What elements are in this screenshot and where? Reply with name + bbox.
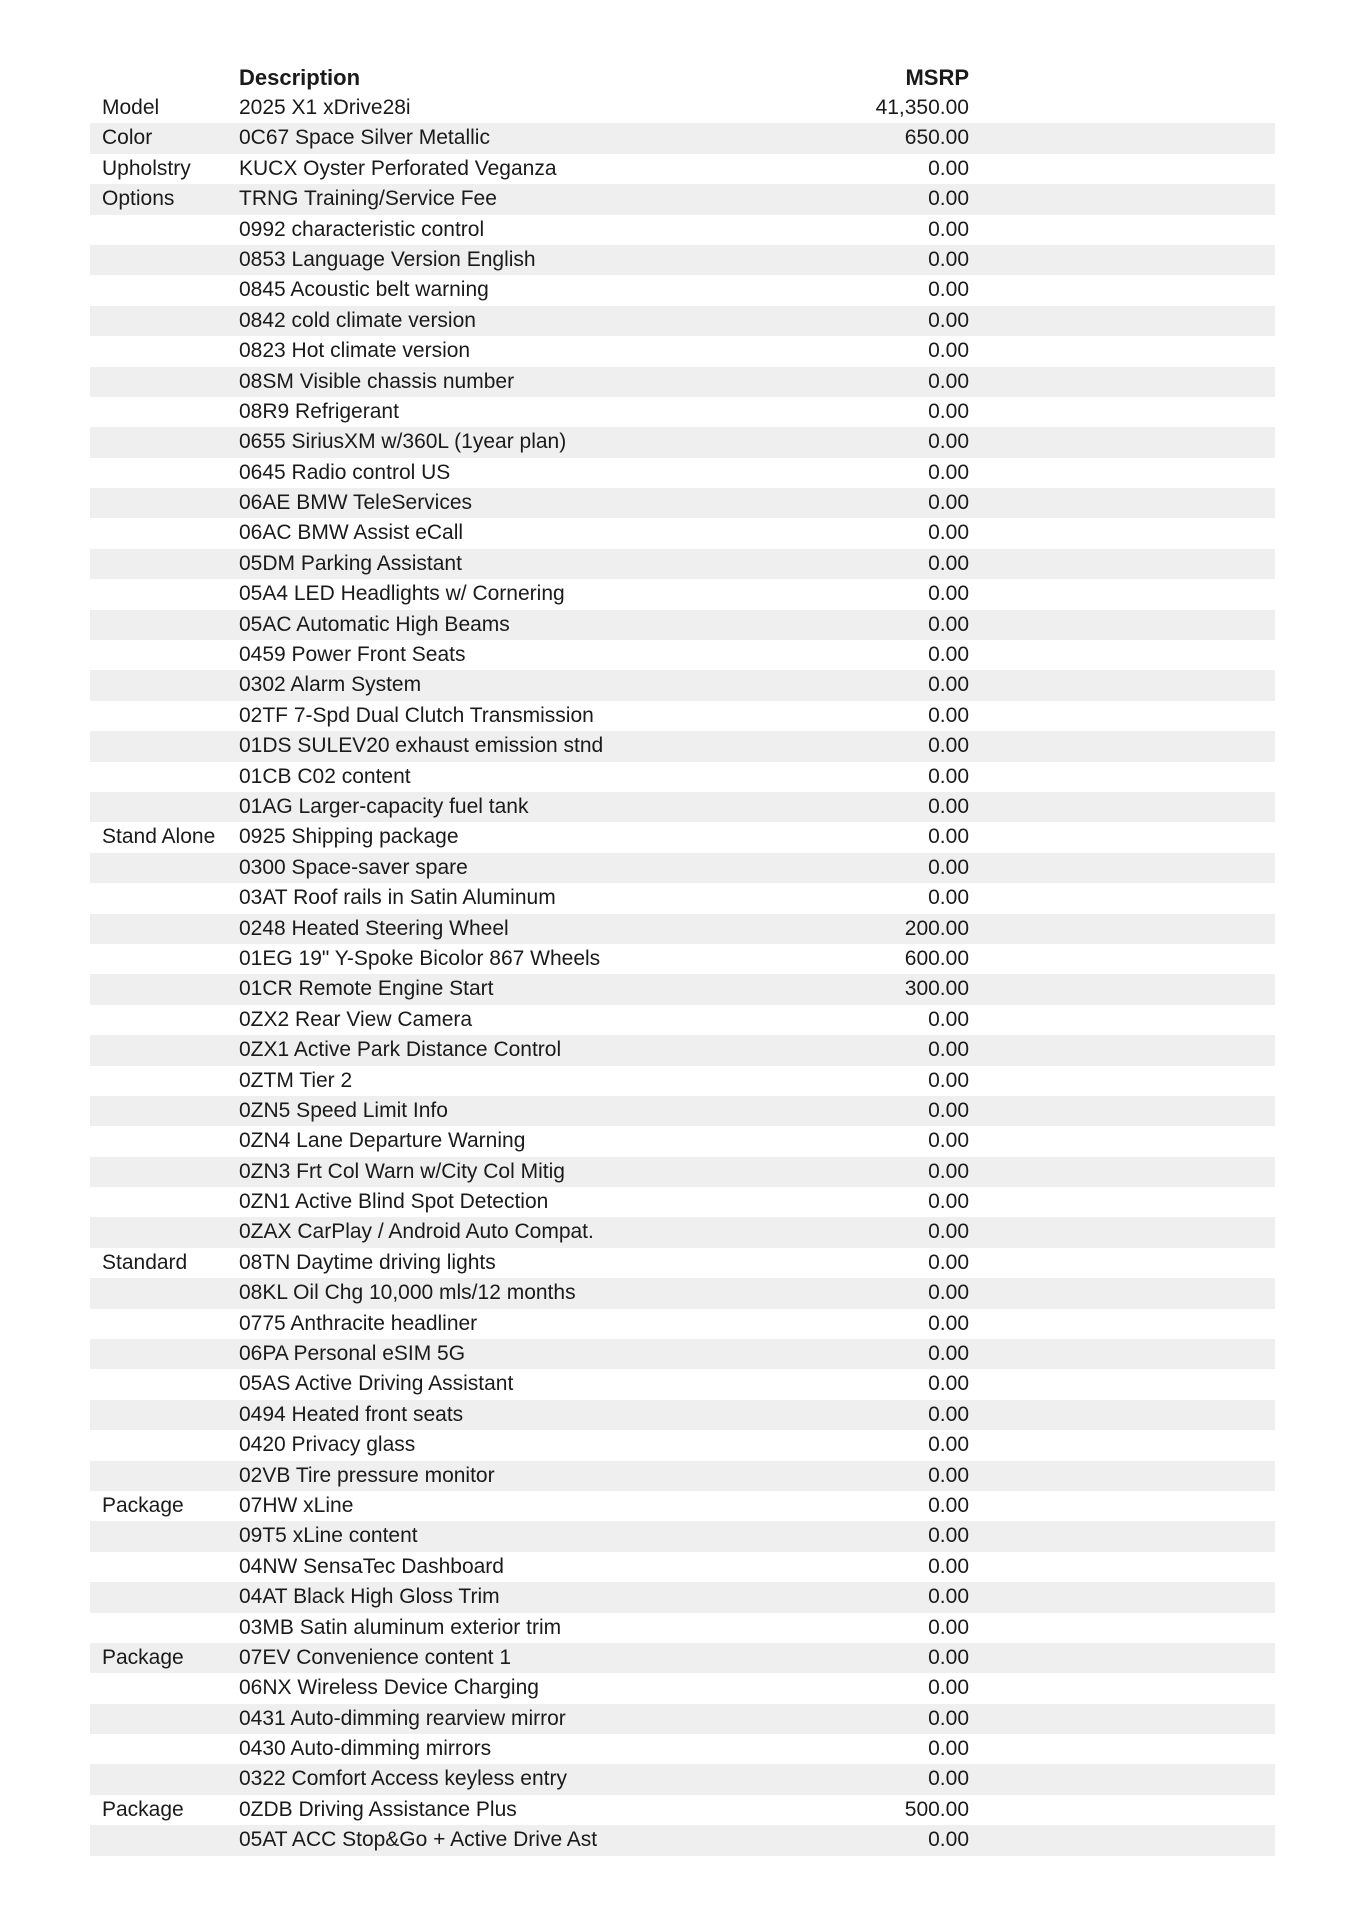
table-row bbox=[90, 1217, 1275, 1247]
table-row bbox=[90, 1309, 1275, 1339]
row-msrp: 650.00 bbox=[904, 126, 969, 150]
row-msrp: 0.00 bbox=[928, 612, 969, 636]
row-description: 0655 SiriusXM w/360L (1year plan) bbox=[239, 430, 567, 454]
row-category: Package bbox=[102, 1645, 184, 1669]
table-row bbox=[90, 1278, 1275, 1308]
table-row bbox=[90, 1613, 1275, 1643]
table-row bbox=[90, 427, 1275, 457]
row-msrp: 0.00 bbox=[928, 673, 969, 697]
row-msrp: 0.00 bbox=[928, 1007, 969, 1031]
row-description: 0ZN1 Active Blind Spot Detection bbox=[239, 1190, 549, 1214]
row-msrp: 0.00 bbox=[928, 1342, 969, 1366]
row-description: 0842 cold climate version bbox=[239, 308, 476, 332]
row-description: 01DS SULEV20 exhaust emission stnd bbox=[239, 734, 604, 758]
row-msrp: 0.00 bbox=[928, 460, 969, 484]
row-description: 0ZDB Driving Assistance Plus bbox=[239, 1797, 517, 1821]
table-row bbox=[90, 1582, 1275, 1612]
row-msrp: 0.00 bbox=[928, 1433, 969, 1457]
row-description: 0494 Heated front seats bbox=[239, 1402, 464, 1426]
table-row bbox=[90, 215, 1275, 245]
row-description: 0ZN3 Frt Col Warn w/City Col Mitig bbox=[239, 1159, 565, 1183]
row-description: 0ZX1 Active Park Distance Control bbox=[239, 1038, 562, 1062]
table-row bbox=[90, 914, 1275, 944]
row-description: 01EG 19" Y-Spoke Bicolor 867 Wheels bbox=[239, 946, 601, 970]
row-msrp: 0.00 bbox=[928, 1068, 969, 1092]
row-msrp: 0.00 bbox=[928, 1767, 969, 1791]
row-msrp: 0.00 bbox=[928, 1038, 969, 1062]
row-msrp: 0.00 bbox=[928, 1129, 969, 1153]
table-row bbox=[90, 883, 1275, 913]
row-msrp: 0.00 bbox=[928, 703, 969, 727]
row-msrp: 0.00 bbox=[928, 339, 969, 363]
table-row bbox=[90, 1643, 1275, 1673]
row-msrp: 0.00 bbox=[928, 187, 969, 211]
table-row bbox=[90, 1521, 1275, 1551]
row-msrp: 0.00 bbox=[928, 1372, 969, 1396]
row-category: Upholstry bbox=[102, 156, 191, 180]
table-row bbox=[90, 275, 1275, 305]
row-msrp: 0.00 bbox=[928, 794, 969, 818]
table-row bbox=[90, 184, 1275, 214]
row-description: 0C67 Space Silver Metallic bbox=[239, 126, 490, 150]
row-msrp: 0.00 bbox=[928, 1524, 969, 1548]
row-msrp: 0.00 bbox=[928, 1220, 969, 1244]
row-description: 03MB Satin aluminum exterior trim bbox=[239, 1615, 562, 1639]
table-row bbox=[90, 670, 1275, 700]
row-description: KUCX Oyster Perforated Veganza bbox=[239, 156, 557, 180]
row-category: Standard bbox=[102, 1250, 188, 1274]
row-description: 05AS Active Driving Assistant bbox=[239, 1372, 514, 1396]
table-row bbox=[90, 1704, 1275, 1734]
table-row bbox=[90, 518, 1275, 548]
table-row bbox=[90, 579, 1275, 609]
row-description: 04NW SensaTec Dashboard bbox=[239, 1554, 504, 1578]
table-row bbox=[90, 1400, 1275, 1430]
row-msrp: 0.00 bbox=[928, 430, 969, 454]
row-msrp: 0.00 bbox=[928, 1493, 969, 1517]
row-description: 01AG Larger-capacity fuel tank bbox=[239, 794, 529, 818]
row-msrp: 0.00 bbox=[928, 247, 969, 271]
row-description: TRNG Training/Service Fee bbox=[239, 187, 497, 211]
row-category: Package bbox=[102, 1493, 184, 1517]
row-msrp: 0.00 bbox=[928, 1645, 969, 1669]
table-row bbox=[90, 1734, 1275, 1764]
table-row bbox=[90, 701, 1275, 731]
table-row bbox=[90, 1157, 1275, 1187]
table-row bbox=[90, 1126, 1275, 1156]
row-msrp: 0.00 bbox=[928, 1098, 969, 1122]
row-description: 02TF 7-Spd Dual Clutch Transmission bbox=[239, 703, 594, 727]
row-msrp: 0.00 bbox=[928, 1463, 969, 1487]
table-row bbox=[90, 1187, 1275, 1217]
row-msrp: 0.00 bbox=[928, 521, 969, 545]
row-msrp: 0.00 bbox=[928, 1281, 969, 1305]
table-row bbox=[90, 1461, 1275, 1491]
row-description: 08R9 Refrigerant bbox=[239, 399, 399, 423]
row-description: 0248 Heated Steering Wheel bbox=[239, 916, 509, 940]
row-msrp: 600.00 bbox=[904, 946, 969, 970]
row-description: 08KL Oil Chg 10,000 mls/12 months bbox=[239, 1281, 576, 1305]
row-msrp: 0.00 bbox=[928, 217, 969, 241]
table-row bbox=[90, 1552, 1275, 1582]
row-description: 07EV Convenience content 1 bbox=[239, 1645, 512, 1669]
row-description: 03AT Roof rails in Satin Aluminum bbox=[239, 886, 556, 910]
row-category: Options bbox=[102, 187, 175, 211]
table-row bbox=[90, 123, 1275, 153]
row-msrp: 0.00 bbox=[928, 491, 969, 515]
row-description: 0845 Acoustic belt warning bbox=[239, 278, 489, 302]
row-description: 0420 Privacy glass bbox=[239, 1433, 416, 1457]
table-header bbox=[90, 64, 1275, 92]
row-description: 05AT ACC Stop&Go + Active Drive Ast bbox=[239, 1828, 598, 1852]
table-row bbox=[90, 1248, 1275, 1278]
table-row bbox=[90, 397, 1275, 427]
table-row bbox=[90, 549, 1275, 579]
row-description: 0302 Alarm System bbox=[239, 673, 422, 697]
row-msrp: 500.00 bbox=[904, 1797, 969, 1821]
row-description: 0300 Space-saver spare bbox=[239, 855, 468, 879]
table-row bbox=[90, 336, 1275, 366]
row-msrp: 300.00 bbox=[904, 977, 969, 1001]
row-category: Color bbox=[102, 126, 153, 150]
row-msrp: 0.00 bbox=[928, 734, 969, 758]
row-description: 0853 Language Version English bbox=[239, 247, 536, 271]
row-msrp: 0.00 bbox=[928, 308, 969, 332]
row-category: Stand Alone bbox=[102, 825, 216, 849]
row-description: 06NX Wireless Device Charging bbox=[239, 1676, 539, 1700]
row-msrp: 0.00 bbox=[928, 764, 969, 788]
table-row bbox=[90, 1491, 1275, 1521]
row-description: 01CR Remote Engine Start bbox=[239, 977, 494, 1001]
table-row bbox=[90, 245, 1275, 275]
table-row bbox=[90, 1795, 1275, 1825]
table-row bbox=[90, 1825, 1275, 1855]
row-description: 0ZAX CarPlay / Android Auto Compat. bbox=[239, 1220, 594, 1244]
row-msrp: 0.00 bbox=[928, 1737, 969, 1761]
table-row bbox=[90, 1764, 1275, 1794]
row-msrp: 0.00 bbox=[928, 399, 969, 423]
options-table bbox=[90, 93, 1275, 1856]
row-category: Model bbox=[102, 96, 160, 119]
table-row bbox=[90, 1339, 1275, 1369]
row-category: Package bbox=[102, 1797, 184, 1821]
row-msrp: 0.00 bbox=[928, 1615, 969, 1639]
row-description: 08TN Daytime driving lights bbox=[239, 1250, 496, 1274]
row-description: 01CB C02 content bbox=[239, 764, 411, 788]
table-row bbox=[90, 458, 1275, 488]
table-row bbox=[90, 944, 1275, 974]
row-description: 0ZX2 Rear View Camera bbox=[239, 1007, 473, 1031]
table-row bbox=[90, 1430, 1275, 1460]
table-row bbox=[90, 1066, 1275, 1096]
row-description: 0ZTM Tier 2 bbox=[239, 1068, 353, 1092]
table-row bbox=[90, 610, 1275, 640]
row-description: 09T5 xLine content bbox=[239, 1524, 418, 1548]
row-msrp: 0.00 bbox=[928, 1402, 969, 1426]
row-msrp: 0.00 bbox=[928, 156, 969, 180]
row-msrp: 0.00 bbox=[928, 1676, 969, 1700]
row-msrp: 0.00 bbox=[928, 1311, 969, 1335]
row-description: 05AC Automatic High Beams bbox=[239, 612, 510, 636]
row-description: 0992 characteristic control bbox=[239, 217, 485, 241]
table-row bbox=[90, 1369, 1275, 1399]
row-description: 0823 Hot climate version bbox=[239, 339, 471, 363]
row-msrp: 0.00 bbox=[928, 1250, 969, 1274]
row-msrp: 0.00 bbox=[928, 278, 969, 302]
description-column-header: Description bbox=[239, 65, 361, 90]
table-row bbox=[90, 1005, 1275, 1035]
table-row bbox=[90, 822, 1275, 852]
table-row bbox=[90, 640, 1275, 670]
row-msrp: 200.00 bbox=[904, 916, 969, 940]
row-msrp: 0.00 bbox=[928, 1706, 969, 1730]
row-description: 0431 Auto-dimming rearview mirror bbox=[239, 1706, 566, 1730]
msrp-column-header: MSRP bbox=[905, 65, 969, 90]
table-row bbox=[90, 93, 1275, 123]
row-msrp: 0.00 bbox=[928, 1554, 969, 1578]
row-description: 0645 Radio control US bbox=[239, 460, 451, 484]
row-description: 0775 Anthracite headliner bbox=[239, 1311, 478, 1335]
table-row bbox=[90, 792, 1275, 822]
row-description: 05A4 LED Headlights w/ Cornering bbox=[239, 582, 565, 606]
table-row bbox=[90, 762, 1275, 792]
row-description: 05DM Parking Assistant bbox=[239, 551, 462, 575]
row-description: 07HW xLine bbox=[239, 1493, 354, 1517]
row-msrp: 0.00 bbox=[928, 886, 969, 910]
row-description: 0ZN5 Speed Limit Info bbox=[239, 1098, 448, 1122]
table-row bbox=[90, 488, 1275, 518]
row-description: 0925 Shipping package bbox=[239, 825, 459, 849]
table-row bbox=[90, 1035, 1275, 1065]
row-msrp: 0.00 bbox=[928, 369, 969, 393]
row-description: 08SM Visible chassis number bbox=[239, 369, 515, 393]
row-msrp: 0.00 bbox=[928, 1828, 969, 1852]
row-description: 04AT Black High Gloss Trim bbox=[239, 1585, 500, 1609]
row-msrp: 0.00 bbox=[928, 1159, 969, 1183]
row-msrp: 41,350.00 bbox=[875, 96, 969, 119]
table-row bbox=[90, 306, 1275, 336]
row-description: 0459 Power Front Seats bbox=[239, 643, 466, 667]
row-msrp: 0.00 bbox=[928, 551, 969, 575]
row-msrp: 0.00 bbox=[928, 1190, 969, 1214]
row-description: 0430 Auto-dimming mirrors bbox=[239, 1737, 492, 1761]
row-msrp: 0.00 bbox=[928, 855, 969, 879]
row-msrp: 0.00 bbox=[928, 825, 969, 849]
row-msrp: 0.00 bbox=[928, 1585, 969, 1609]
row-description: 0ZN4 Lane Departure Warning bbox=[239, 1129, 526, 1153]
table-row bbox=[90, 154, 1275, 184]
table-row bbox=[90, 367, 1275, 397]
row-description: 2025 X1 xDrive28i bbox=[239, 96, 411, 119]
table-row bbox=[90, 731, 1275, 761]
row-description: 0322 Comfort Access keyless entry bbox=[239, 1767, 567, 1791]
row-msrp: 0.00 bbox=[928, 582, 969, 606]
row-description: 02VB Tire pressure monitor bbox=[239, 1463, 495, 1487]
row-description: 06AC BMW Assist eCall bbox=[239, 521, 464, 545]
table-row bbox=[90, 1673, 1275, 1703]
table-row bbox=[90, 853, 1275, 883]
row-description: 06PA Personal eSIM 5G bbox=[239, 1342, 466, 1366]
row-msrp: 0.00 bbox=[928, 643, 969, 667]
table-row bbox=[90, 974, 1275, 1004]
table-row bbox=[90, 1096, 1275, 1126]
row-description: 06AE BMW TeleServices bbox=[239, 491, 473, 515]
